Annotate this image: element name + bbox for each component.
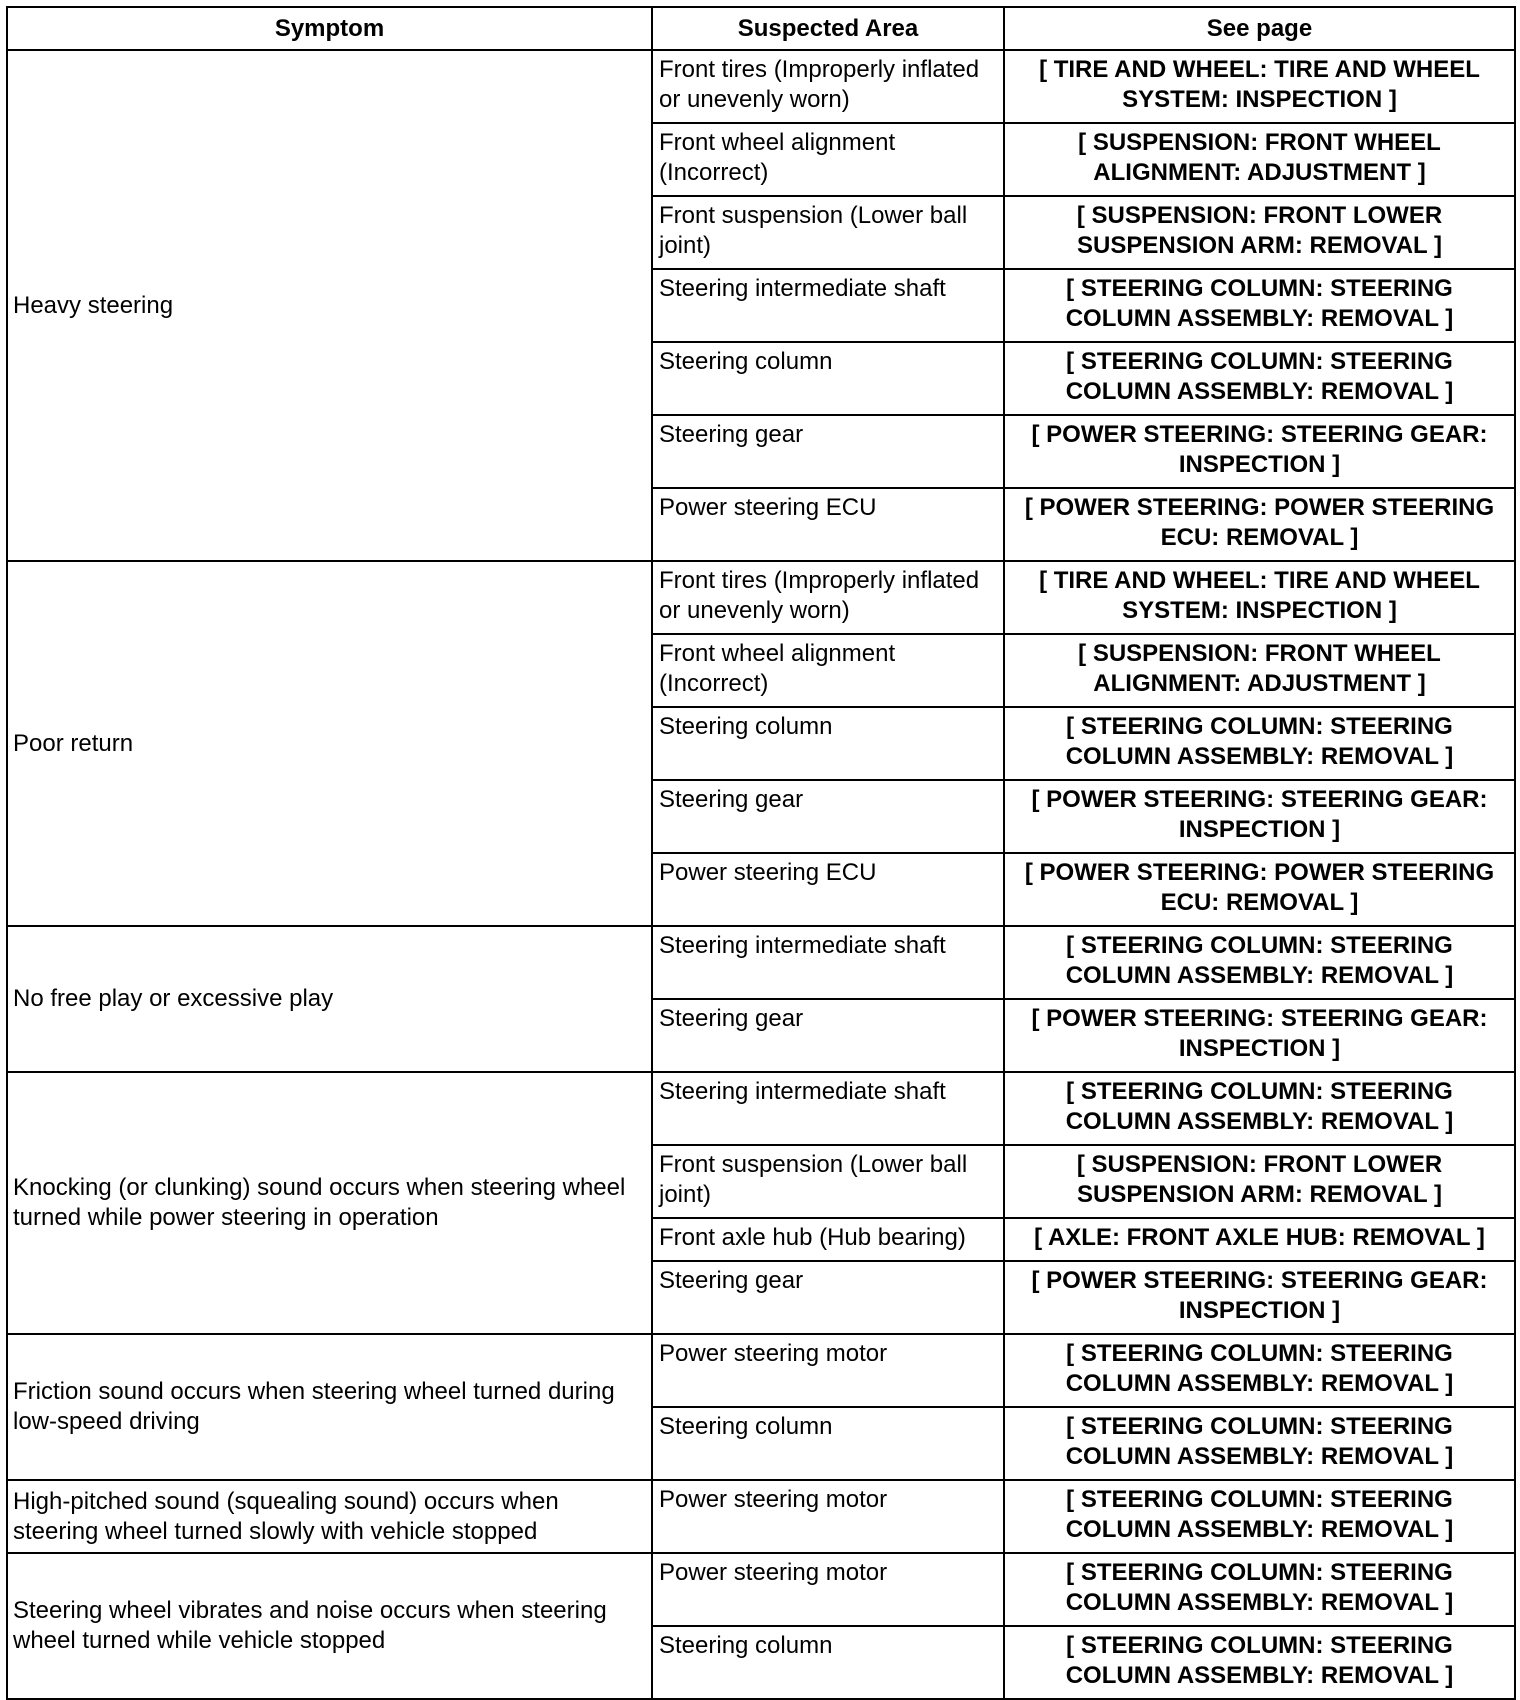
suspected-area-cell: Steering gear — [652, 999, 1004, 1072]
see-page-reference-cell: [ POWER STEERING: STEERING GEAR: INSPECTION ] — [1004, 999, 1515, 1072]
see-page-reference-cell: [ SUSPENSION: FRONT LOWER SUSPENSION ARM: REMOVAL ] — [1004, 1145, 1515, 1218]
see-page-column-header: See page — [1004, 7, 1515, 50]
suspected-area-cell: Steering gear — [652, 415, 1004, 488]
see-page-reference-cell: [ POWER STEERING: POWER STEERING ECU: REMOVAL ] — [1004, 853, 1515, 926]
symptom-cell: Knocking (or clunking) sound occurs when steering wheel turned while power steering in operation — [7, 1072, 652, 1334]
suspected-area-cell: Steering intermediate shaft — [652, 926, 1004, 999]
suspected-area-column-header: Suspected Area — [652, 7, 1004, 50]
see-page-reference-cell: [ STEERING COLUMN: STEERING COLUMN ASSEMBLY: REMOVAL ] — [1004, 1072, 1515, 1145]
see-page-reference-cell: [ STEERING COLUMN: STEERING COLUMN ASSEMBLY: REMOVAL ] — [1004, 342, 1515, 415]
table-row — [7, 50, 1515, 123]
see-page-reference-cell: [ SUSPENSION: FRONT LOWER SUSPENSION ARM: REMOVAL ] — [1004, 196, 1515, 269]
suspected-area-cell: Steering gear — [652, 1261, 1004, 1334]
suspected-area-cell: Steering gear — [652, 780, 1004, 853]
table-row — [7, 1334, 1515, 1407]
suspected-area-cell: Front tires (Improperly inflated or unevenly worn) — [652, 50, 1004, 123]
suspected-area-cell: Front suspension (Lower ball joint) — [652, 196, 1004, 269]
see-page-reference-cell: [ POWER STEERING: STEERING GEAR: INSPECTION ] — [1004, 415, 1515, 488]
symptom-cell: No free play or excessive play — [7, 926, 652, 1072]
see-page-reference-cell: [ STEERING COLUMN: STEERING COLUMN ASSEMBLY: REMOVAL ] — [1004, 926, 1515, 999]
suspected-area-cell: Steering column — [652, 342, 1004, 415]
suspected-area-cell: Front axle hub (Hub bearing) — [652, 1218, 1004, 1261]
symptom-column-header: Symptom — [7, 7, 652, 50]
header-row — [7, 7, 1515, 50]
see-page-reference-cell: [ TIRE AND WHEEL: TIRE AND WHEEL SYSTEM: INSPECTION ] — [1004, 50, 1515, 123]
symptom-cell: Poor return — [7, 561, 652, 926]
suspected-area-cell: Steering column — [652, 707, 1004, 780]
suspected-area-cell: Power steering ECU — [652, 853, 1004, 926]
see-page-reference-cell: [ SUSPENSION: FRONT WHEEL ALIGNMENT: ADJUSTMENT ] — [1004, 123, 1515, 196]
table-row — [7, 926, 1515, 999]
troubleshooting-table-container — [6, 6, 1514, 1700]
symptom-cell: Heavy steering — [7, 50, 652, 561]
see-page-reference-cell: [ STEERING COLUMN: STEERING COLUMN ASSEMBLY: REMOVAL ] — [1004, 1553, 1515, 1626]
symptom-cell: Steering wheel vibrates and noise occurs when steering wheel turned while vehicle stopped — [7, 1553, 652, 1699]
suspected-area-cell: Power steering motor — [652, 1480, 1004, 1553]
see-page-reference-cell: [ POWER STEERING: STEERING GEAR: INSPECTION ] — [1004, 1261, 1515, 1334]
symptom-cell: High-pitched sound (squealing sound) occurs when steering wheel turned slowly with vehicle stopped — [7, 1480, 652, 1553]
see-page-reference-cell: [ POWER STEERING: STEERING GEAR: INSPECTION ] — [1004, 780, 1515, 853]
suspected-area-cell: Power steering motor — [652, 1334, 1004, 1407]
suspected-area-cell: Steering intermediate shaft — [652, 269, 1004, 342]
see-page-reference-cell: [ SUSPENSION: FRONT WHEEL ALIGNMENT: ADJUSTMENT ] — [1004, 634, 1515, 707]
table-row — [7, 561, 1515, 634]
see-page-reference-cell: [ STEERING COLUMN: STEERING COLUMN ASSEMBLY: REMOVAL ] — [1004, 707, 1515, 780]
see-page-reference-cell: [ POWER STEERING: POWER STEERING ECU: REMOVAL ] — [1004, 488, 1515, 561]
suspected-area-cell: Power steering motor — [652, 1553, 1004, 1626]
troubleshooting-table — [6, 6, 1516, 1700]
see-page-reference-cell: [ STEERING COLUMN: STEERING COLUMN ASSEMBLY: REMOVAL ] — [1004, 1480, 1515, 1553]
table-row — [7, 1480, 1515, 1553]
suspected-area-cell: Front tires (Improperly inflated or unevenly worn) — [652, 561, 1004, 634]
symptom-cell: Friction sound occurs when steering wheel turned during low-speed driving — [7, 1334, 652, 1480]
table-row — [7, 1553, 1515, 1626]
see-page-reference-cell: [ TIRE AND WHEEL: TIRE AND WHEEL SYSTEM: INSPECTION ] — [1004, 561, 1515, 634]
suspected-area-cell: Front suspension (Lower ball joint) — [652, 1145, 1004, 1218]
suspected-area-cell: Steering column — [652, 1626, 1004, 1699]
table-body — [7, 50, 1515, 1699]
suspected-area-cell: Power steering ECU — [652, 488, 1004, 561]
see-page-reference-cell: [ STEERING COLUMN: STEERING COLUMN ASSEMBLY: REMOVAL ] — [1004, 1626, 1515, 1699]
suspected-area-cell: Steering intermediate shaft — [652, 1072, 1004, 1145]
see-page-reference-cell: [ STEERING COLUMN: STEERING COLUMN ASSEMBLY: REMOVAL ] — [1004, 1407, 1515, 1480]
see-page-reference-cell: [ STEERING COLUMN: STEERING COLUMN ASSEMBLY: REMOVAL ] — [1004, 1334, 1515, 1407]
table-row — [7, 1072, 1515, 1145]
see-page-reference-cell: [ AXLE: FRONT AXLE HUB: REMOVAL ] — [1004, 1218, 1515, 1261]
see-page-reference-cell: [ STEERING COLUMN: STEERING COLUMN ASSEMBLY: REMOVAL ] — [1004, 269, 1515, 342]
suspected-area-cell: Front wheel alignment (Incorrect) — [652, 123, 1004, 196]
suspected-area-cell: Steering column — [652, 1407, 1004, 1480]
table-header — [7, 7, 1515, 50]
suspected-area-cell: Front wheel alignment (Incorrect) — [652, 634, 1004, 707]
